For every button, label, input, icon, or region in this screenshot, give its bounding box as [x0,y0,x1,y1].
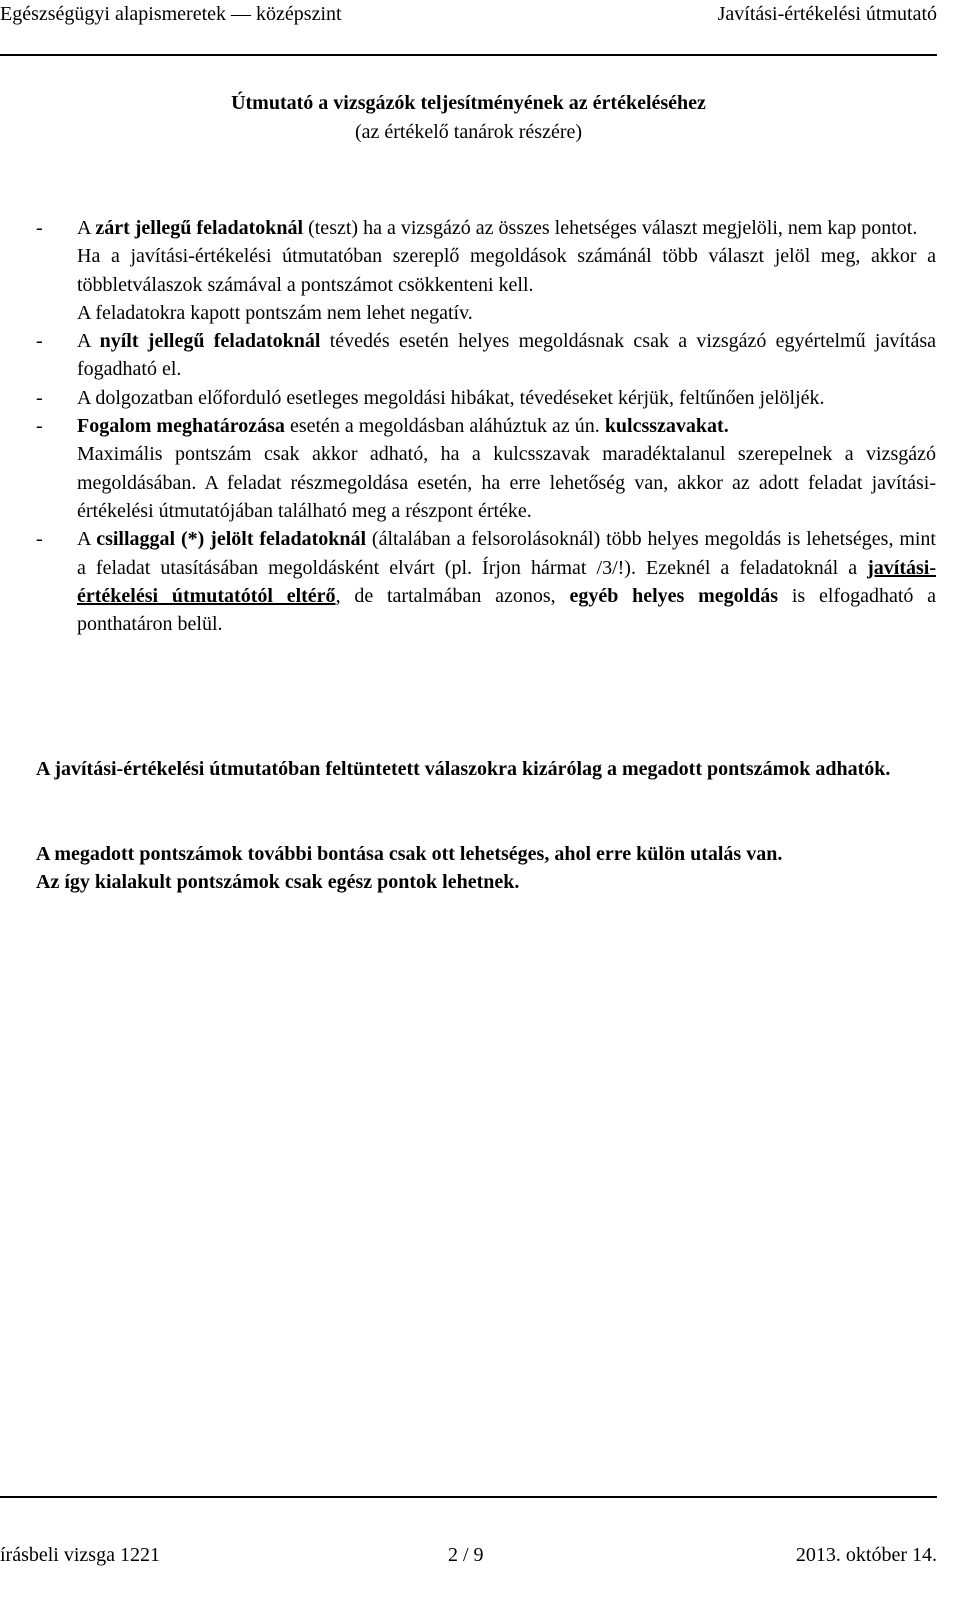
text-run: esetén a megoldásban aláhúztuk az ún. [284,415,605,438]
list-dash: - [36,386,43,409]
page-footer [0,1541,937,1571]
page-title: Útmutató a vizsgázók teljesítményének az értékeléséhez [231,92,706,114]
text-run: tévedés esetén helyes megoldásnak csak a vizsgázó egyértelmű javítása fogadható el. [77,330,936,381]
footer-divider [0,1496,937,1498]
bold-term: zárt jellegű feladatoknál [95,217,304,239]
instruction-list [36,214,936,638]
bold-term: kulcsszavakat. [604,415,729,438]
page-header [0,0,937,30]
underlined-term: javítási-értékelési útmutatótól eltérő [77,556,936,607]
footer-exam-code: írásbeli vizsga 1221 [0,1544,160,1566]
footer-page-number: 2 / 9 [448,1544,484,1566]
closing-line: A megadott pontszámok további bontása csak ott lehetséges, ahol erre külön utalás van. [36,843,783,865]
list-item-paragraph: A feladatokra kapott pontszám nem lehet negatív. [77,301,473,324]
text-run: , de tartalmában azonos, [335,584,570,607]
list-item-open-tasks [36,327,936,384]
list-dash: - [36,217,43,239]
header-doc-type: Javítási-értékelési útmutató [717,3,937,25]
list-item-errors [36,384,936,412]
page-subtitle: (az értékelő tanárok részére) [354,121,583,143]
list-item-paragraph: Maximális pontszám csak akkor adható, ha a kulcsszavak maradéktalanul szerepelnek a vizsgázó megoldásában. A feladat részmegoldása esetén, ha erre lehetőség van, akkor az adott feladat javítási-értékelési útmutatójában található meg a részpont értéke. [77,443,936,522]
text-run: A [77,330,100,353]
text-run: (általában a felsorolásoknál) több helyes megoldás is lehetséges, mint a feladat utasításában megoldásként elvárt (pl. Írjon hármat /3/!). Ezeknél a feladatoknál a [77,528,936,579]
bold-term: Fogalom meghatározása [77,415,285,438]
list-dash: - [36,330,43,353]
bold-term: csillaggal (*) jelölt feladatoknál [96,528,367,551]
list-item-paragraph [77,214,936,242]
list-item-starred-tasks [36,525,936,638]
title-block [0,89,937,147]
bold-term: nyílt jellegű feladatoknál [99,330,321,353]
text-run: A [77,217,96,239]
bold-term: egyéb helyes megoldás [569,584,779,607]
header-divider [0,54,937,56]
text-run: (teszt) ha a vizsgázó az összes lehetséges választ megjelöli, nem kap pontot. [303,217,918,239]
closing-statement-breakdown [36,840,936,897]
list-dash: - [36,528,43,551]
list-item-closed-tasks [36,214,936,327]
footer-date: 2013. október 14. [795,1544,937,1566]
list-dash: - [36,415,43,438]
text-run: A [77,528,97,551]
closing-statement-points: A javítási-értékelési útmutatóban feltüntetett válaszokra kizárólag a megadott pontszámok adhatók. [36,758,891,780]
list-item-definitions [36,412,936,525]
text-run: is elfogadható a ponthatáron belül. [77,584,937,636]
header-subject: Egészségügyi alapismeretek — középszint [0,3,342,25]
list-item-paragraph [77,327,936,384]
list-item-paragraph [77,525,936,638]
list-item-paragraph: A dolgozatban előforduló esetleges megoldási hibákat, tévedéseket kérjük, feltűnően jelöljék. [77,386,825,409]
list-item-paragraph: Ha a javítási-értékelési útmutatóban szereplő megoldások számánál több választ jelöl meg, akkor a többletválaszok számával a pontszámot csökkenteni kell. [77,245,936,296]
closing-line: Az így kialakult pontszámok csak egész pontok lehetnek. [36,871,520,894]
list-item-paragraph [77,412,936,440]
